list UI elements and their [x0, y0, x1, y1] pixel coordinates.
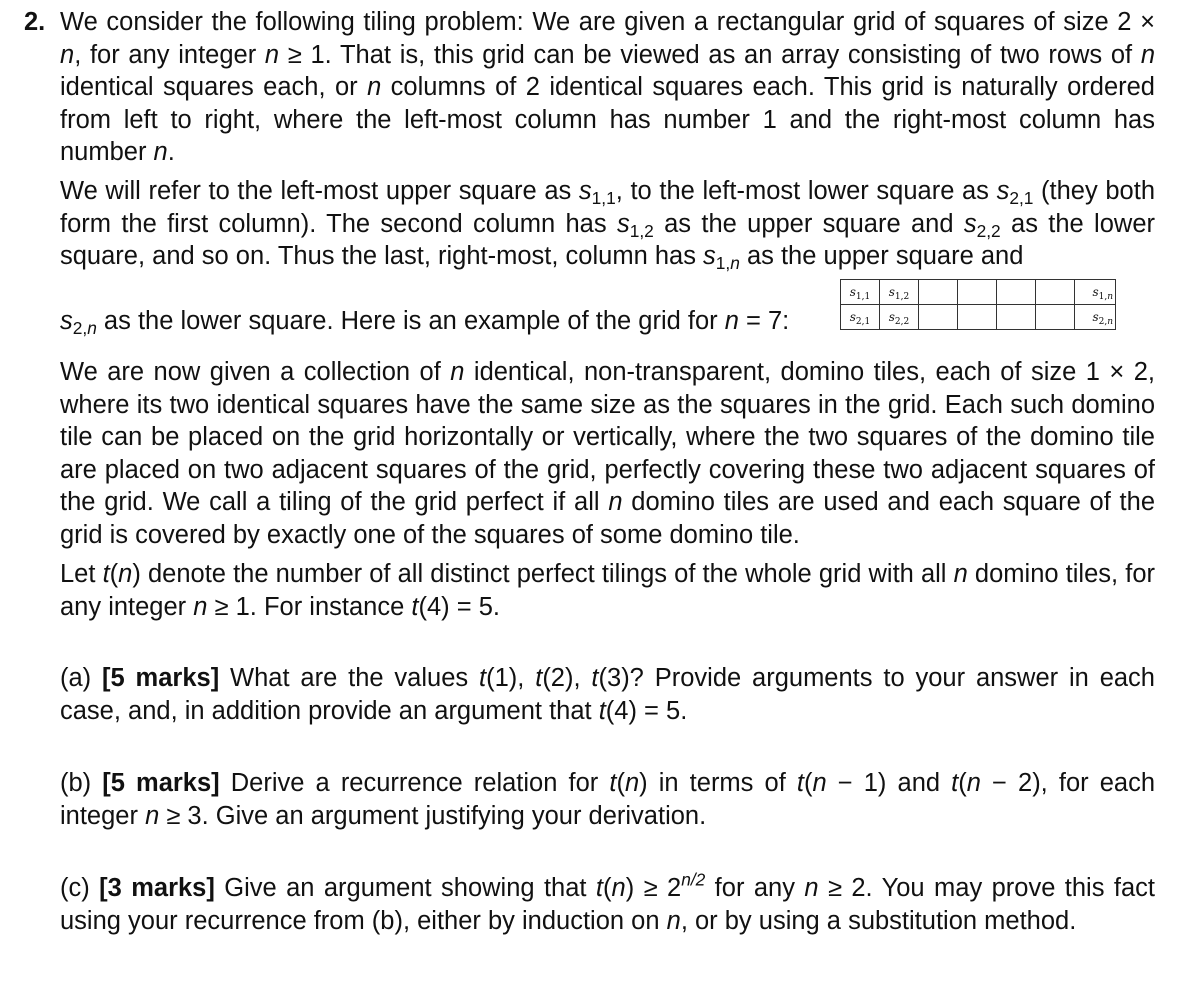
math-var: n [1140, 40, 1156, 69]
grid-cell [880, 280, 919, 305]
math-var: n [367, 73, 382, 101]
math-var: t [609, 769, 617, 797]
text: . [167, 138, 175, 166]
math-var: n [264, 40, 280, 69]
text: ( [109, 560, 119, 588]
subscript [73, 318, 97, 338]
text: as the upper square and [653, 209, 964, 238]
math-var: s [849, 285, 856, 299]
subscript: 2,1 [855, 317, 871, 327]
subscript: 2,2 [894, 317, 910, 327]
math-var: s [1092, 310, 1099, 324]
text: , to the left-most lower square as [615, 177, 997, 205]
text: as the lower square. Here is an example of the grid for [96, 307, 725, 335]
math-var: n [624, 769, 640, 797]
text: (4) = 5. [418, 592, 500, 621]
math-var: t [591, 664, 599, 692]
text: ≥ 3. Give an argument justifying your derivation. [159, 801, 707, 830]
text: 1, [715, 252, 731, 273]
part-label: (b) [60, 769, 103, 797]
text: as the upper square and [739, 242, 1024, 270]
math-var: t [796, 769, 804, 797]
text: domino tiles, for any integer [60, 560, 1155, 621]
math-var: t [411, 592, 419, 621]
grid-cell [1075, 280, 1116, 305]
math-var: n [724, 307, 739, 335]
subscript: 1,2 [894, 292, 910, 302]
definition-paragraph [60, 558, 1155, 623]
text: We consider the following tiling problem: We are given a rectangular grid of squares of size 2 × [60, 8, 1155, 36]
text: (1), [486, 664, 536, 692]
math-var: s [996, 177, 1010, 205]
text: ≥ 1. For instance [207, 592, 412, 621]
math-var: t [951, 769, 959, 797]
text: What are the values [219, 664, 480, 692]
math-var: n [804, 874, 819, 902]
text: ) ≥ 2 [625, 874, 682, 902]
subscript [1099, 317, 1113, 327]
question-number: 2. [24, 8, 46, 36]
text: − 2), for each integer [60, 769, 1156, 830]
text: Give an argument showing that [214, 874, 596, 902]
text: Let [60, 560, 103, 588]
math-var: t [102, 560, 110, 588]
part-label: (c) [60, 874, 100, 902]
text: 2, [1098, 317, 1108, 327]
text: ( [603, 874, 612, 902]
text: (4) = 5. [605, 696, 688, 725]
math-var: s [888, 285, 895, 299]
domino-paragraph [60, 356, 1155, 551]
math-var: n [450, 358, 465, 386]
text: , for any integer [74, 40, 265, 69]
text: , or by using a substitution method. [680, 906, 1077, 935]
marks-label: [5 marks] [102, 769, 220, 797]
subscript: 1,2 [629, 220, 654, 241]
grid-cell [919, 280, 958, 305]
math-var: s [849, 310, 856, 324]
text: identical squares each, or [60, 73, 368, 101]
math-var: s [616, 209, 630, 238]
text: We will refer to the left-most upper square as [60, 177, 579, 205]
math-var: s [1092, 285, 1099, 299]
subscript [1099, 292, 1113, 302]
text: ≥ 1. That is, this grid can be viewed as an array consisting of two rows of [279, 40, 1141, 69]
math-var: n [966, 769, 981, 797]
grid-cell [958, 280, 997, 305]
math-var: n [153, 138, 168, 166]
math-var: n [1107, 292, 1113, 302]
text: ≥ 2. You may prove this fact using your recurrence from (b), either by induction on [60, 874, 1155, 935]
subscript: 2,2 [976, 220, 1001, 241]
math-var: n [611, 874, 626, 902]
marks-label: [3 marks] [99, 874, 215, 902]
subscript: 2,1 [1009, 187, 1034, 208]
math-var: n [60, 40, 75, 69]
grid-cell [919, 305, 958, 330]
math-var: s [578, 177, 592, 205]
part-c [60, 869, 1155, 937]
grid-cell [1036, 280, 1075, 305]
text: domino tiles are used and each square of the grid is covered by exactly one of the squares of some domino tile. [60, 488, 1155, 549]
math-var: n [953, 560, 968, 588]
text: ) denote the number of all distinct perfect tilings of the whole grid with all [132, 560, 954, 588]
text: ( [958, 769, 967, 797]
text: We are now given a collection of [60, 358, 451, 386]
math-var: n [608, 488, 623, 516]
math-var: n [118, 560, 133, 588]
grid-cell [958, 305, 997, 330]
math-var: s [60, 307, 73, 335]
math-var: n [193, 592, 208, 621]
math-var: s [703, 242, 716, 270]
text: (they both form the first column). The second column has [60, 177, 1156, 238]
grid-cell [1036, 305, 1075, 330]
text: Derive a recurrence relation for [219, 769, 610, 797]
math-var: n [666, 906, 681, 935]
marks-label: [5 marks] [102, 664, 220, 692]
text: ( [616, 769, 625, 797]
subscript: 1,1 [591, 187, 616, 208]
text: − 1) and [826, 769, 952, 797]
text: 1, [1098, 292, 1108, 302]
text: = 7: [738, 307, 790, 335]
grid-cell [997, 305, 1036, 330]
text: for any [705, 874, 805, 902]
grid-figure [840, 279, 1116, 330]
text: ( [803, 769, 813, 797]
intro-paragraph [60, 6, 1155, 169]
text: 2, [72, 317, 88, 338]
grid-row-bottom [841, 305, 1116, 330]
grid-row-top [841, 280, 1116, 305]
math-var: n [145, 801, 160, 830]
subscript [716, 253, 740, 273]
grid-cell [880, 305, 919, 330]
math-var: s [888, 310, 895, 324]
math-var: t [535, 664, 543, 692]
math-var: n [730, 252, 740, 273]
text: columns of 2 identical squares each. This grid is naturally ordered from left to right, where the left-most column has number 1 and the right-most column has number [60, 73, 1155, 166]
text: (2), [542, 664, 592, 692]
part-label: (a) [60, 664, 103, 692]
math-var: t [595, 874, 604, 902]
text: ) in terms of [639, 769, 797, 797]
math-var: n [812, 769, 827, 797]
math-var: t [479, 664, 487, 692]
math-var: n [87, 317, 97, 338]
superscript: n/2 [681, 869, 706, 890]
grid-cell [841, 280, 880, 305]
math-var: s [963, 209, 977, 238]
text: as the lower square, and so on. Thus the last, right-most, column has [60, 209, 1155, 270]
grid-cell [1075, 305, 1116, 330]
part-a [60, 662, 1155, 727]
text: identical, non-transparent, domino tiles, each of size 1 × 2, where its two identical squares have the same size as the squares in the grid. Each such domino tile can be placed on the grid horizontally or vertically, where the two squares of the domino tile are placed on two adjacent squares of the grid, perfectly covering these two adjacent squares of the grid. We call a tiling of the grid perfect if all [60, 358, 1155, 516]
subscript: 1,1 [855, 292, 871, 302]
text: (3)? Provide arguments to your answer in each case, and, in addition provide an argument that [60, 664, 1155, 725]
math-var: n [1107, 317, 1113, 327]
grid-cell [841, 305, 880, 330]
grid-cell [997, 280, 1036, 305]
math-var: t [598, 696, 606, 725]
part-b [60, 767, 1155, 832]
